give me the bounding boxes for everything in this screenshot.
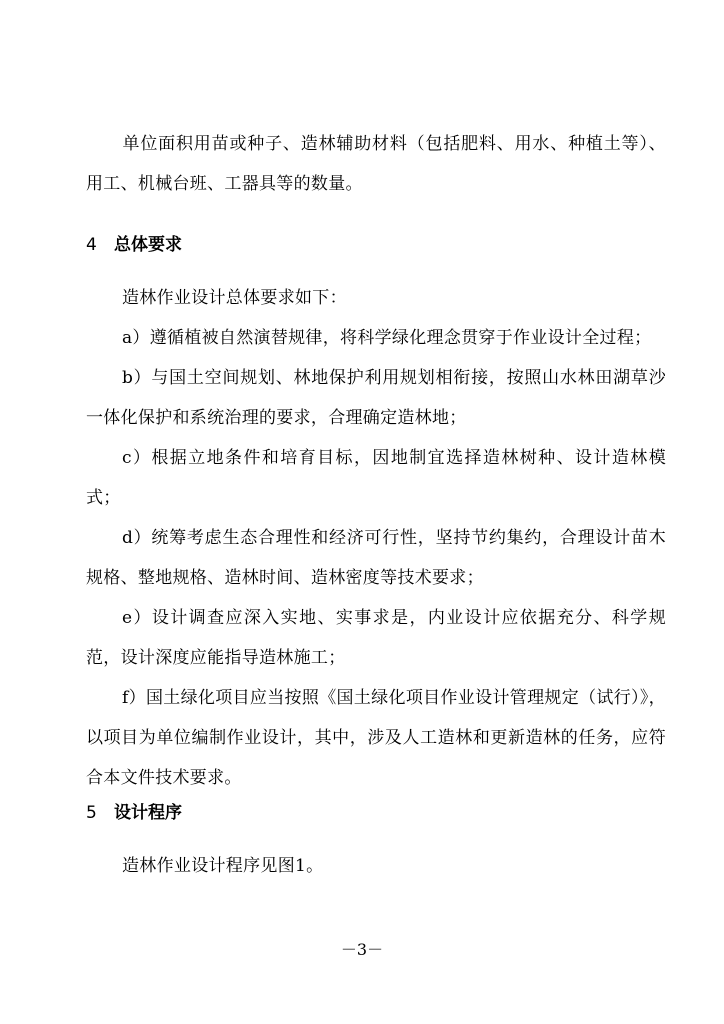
list-item-text: d）统筹考虑生态合理性和经济可行性，坚持节约集约，合理设计苗木规格、整地规格、造林时间、造林密度等技术要求； [86,528,666,588]
section-title: 总体要求 [114,235,182,255]
list-item-e [86,598,666,678]
list-item-text: e）设计调查应深入实地、实事求是，内业设计应依据充分、科学规范，设计深度应能指导造林施工； [86,608,666,668]
paragraph-materials [86,124,666,204]
paragraph-procedure [86,846,666,886]
section-number: 4 [86,235,97,255]
section-heading-5 [86,798,182,823]
list-item-c [86,438,666,518]
list-item-b [86,358,666,438]
list-item-text: a）遵循植被自然演替规律，将科学绿化理念贯穿于作业设计全过程； [122,328,652,348]
page-number: －3－ [340,940,384,959]
section-number: 5 [86,803,97,823]
list-item-text: f）国土绿化项目应当按照《国土绿化项目作业设计管理规定（试行）》，以项目为单位编制作业设计，其中，涉及人工造林和更新造林的任务，应符合本文件技术要求。 [86,688,666,788]
section-heading-4 [86,230,182,255]
list-item-text: b）与国土空间规划、林地保护利用规划相衔接，按照山水林田湖草沙一体化保护和系统治理的要求，合理确定造林地； [86,368,666,428]
list-item-f [86,678,666,798]
section-title: 设计程序 [114,803,182,823]
list-item-d [86,518,666,598]
paragraph-text: 造林作业设计总体要求如下： [122,288,347,308]
paragraph-intro [86,278,666,318]
list-item-a [86,318,666,358]
paragraph-text: 单位面积用苗或种子、造林辅助材料（包括肥料、用水、种植土等）、用工、机械台班、工器具等的数量。 [86,134,666,194]
paragraph-text: 造林作业设计程序见图1。 [122,856,324,876]
list-item-text: c）根据立地条件和培育目标，因地制宜选择造林树种、设计造林模式； [86,448,666,508]
